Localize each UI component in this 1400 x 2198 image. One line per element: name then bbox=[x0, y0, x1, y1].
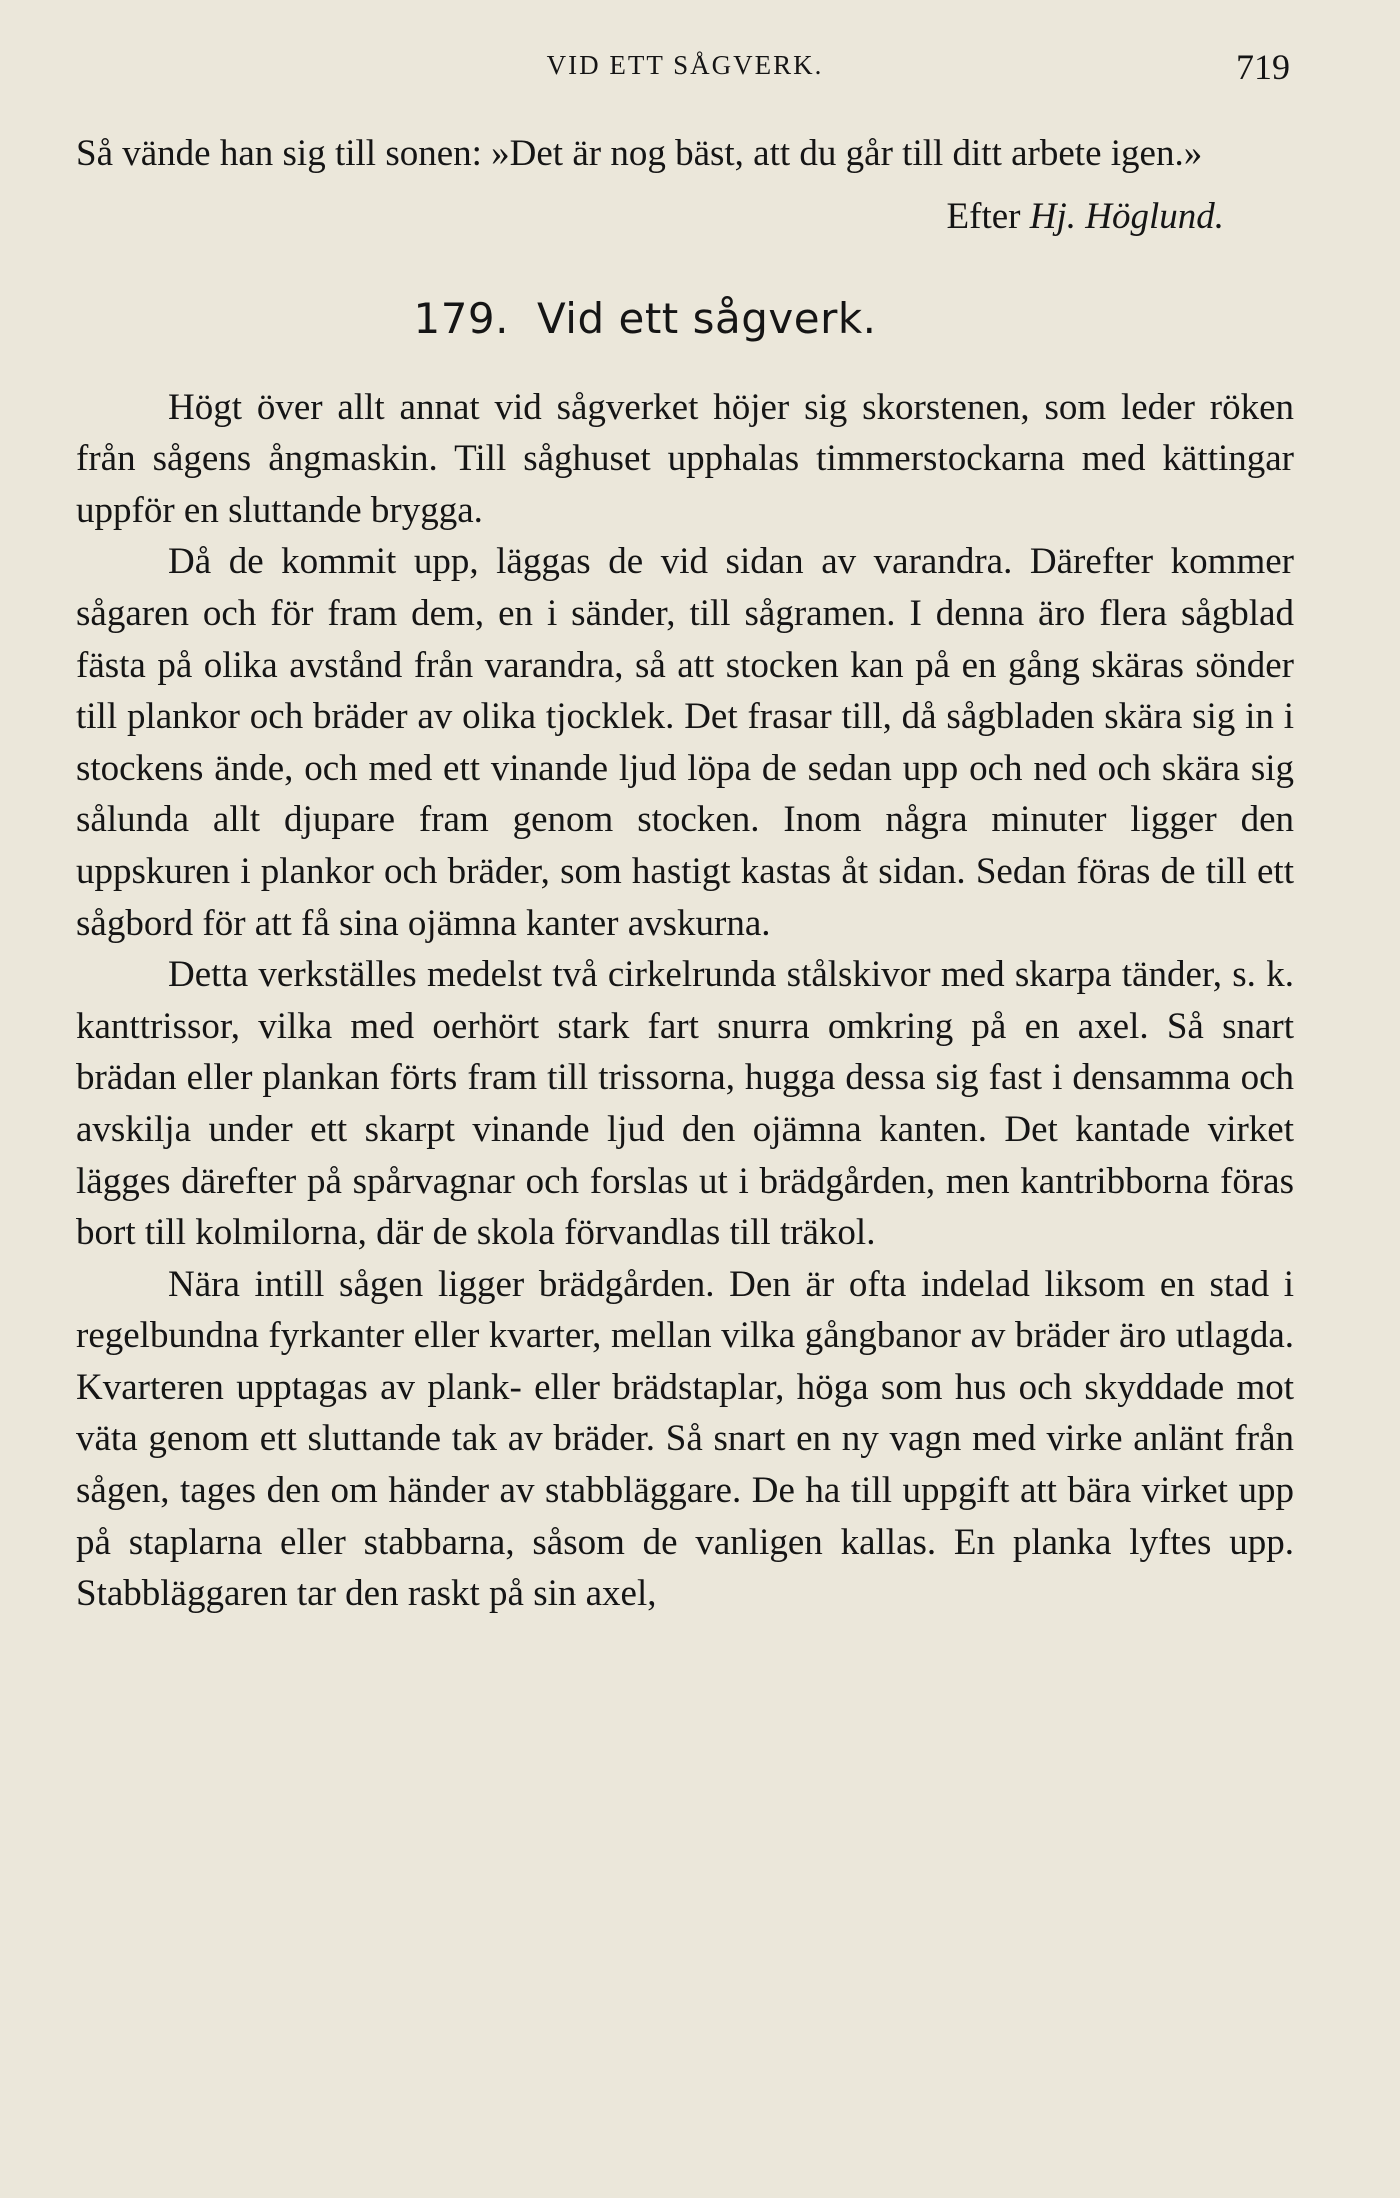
credit-author: Hj. Höglund. bbox=[1029, 195, 1224, 237]
page-body bbox=[76, 128, 1294, 1620]
author-credit bbox=[76, 180, 1294, 254]
page-header bbox=[80, 47, 1290, 94]
section-number: 179. bbox=[413, 293, 509, 343]
credit-prefix: Efter bbox=[946, 195, 1021, 237]
paragraph-2: Då de kommit upp, läggas de vid sidan av varandra. Därefter kommer sågaren och för fram dem, en i sänder, till sågramen. I denna äro flera sågblad fästa på olika avstånd från varandra, så att stocken kan på en gång skäras sönder till plankor och bräder av olika tjocklek. Det frasar till, då sågbladen skära sig in i stockens ände, och med ett vinande ljud löpa de sedan upp och ned och skära sig sålunda allt djupare fram genom stocken. Inom några minuter ligger den uppskuren i plankor och bräder, som hastigt kastas åt sidan. Sedan föras de till ett sågbord för att få sina ojämna kanter avskurna. bbox=[76, 541, 1294, 944]
paragraph-4: Nära intill sågen ligger brädgården. Den är ofta indelad liksom en stad i regelbundna fyrkanter eller kvarter, mellan vilka gångbanor av bräder äro utlagda. Kvarteren upptagas av plank- eller brädstaplar, höga som hus och skyddade mot väta genom ett sluttande tak av bräder. Så snart en ny vagn med virke anlänt från sågen, tages den om händer av stabbläggare. De ha till uppgift att bära virket upp på staplarna eller stabbarna, såsom de vanligen kallas. En planka lyftes upp. Stabbläggaren tar den raskt på sin axel, bbox=[76, 1263, 1294, 1615]
running-title: VID ETT SÅGVERK. bbox=[546, 50, 824, 80]
continuation-paragraph: Så vände han sig till sonen: »Det är nog bäst, att du går till ditt arbete igen.» bbox=[76, 133, 1203, 174]
section-title: Vid ett sågverk. bbox=[536, 293, 877, 343]
paragraph-1: Högt över allt annat vid sågverket höjer sig skorstenen, som leder röken från sågens ångmaskin. Till såghuset upphalas timmerstockarna med kättingar uppför en sluttande brygga. bbox=[76, 386, 1294, 531]
paragraph-3: Detta verkställes medelst två cirkelrunda stålskivor med skarpa tänder, s. k. kanttrissor, vilka med oerhört stark fart snurra omkring på en axel. Så snart brädan eller plankan förts fram till trissorna, hugga dessa sig fast i densamma och avskilja under ett skarpt vinande ljud den ojämna kanten. Det kantade virket lägges därefter på spårvagnar och forslas ut i brädgården, men kantribborna föras bort till kolmilorna, där de skola förvandlas till träkol. bbox=[76, 954, 1294, 1254]
section-heading bbox=[76, 294, 1294, 344]
page-number: 719 bbox=[1236, 47, 1290, 87]
